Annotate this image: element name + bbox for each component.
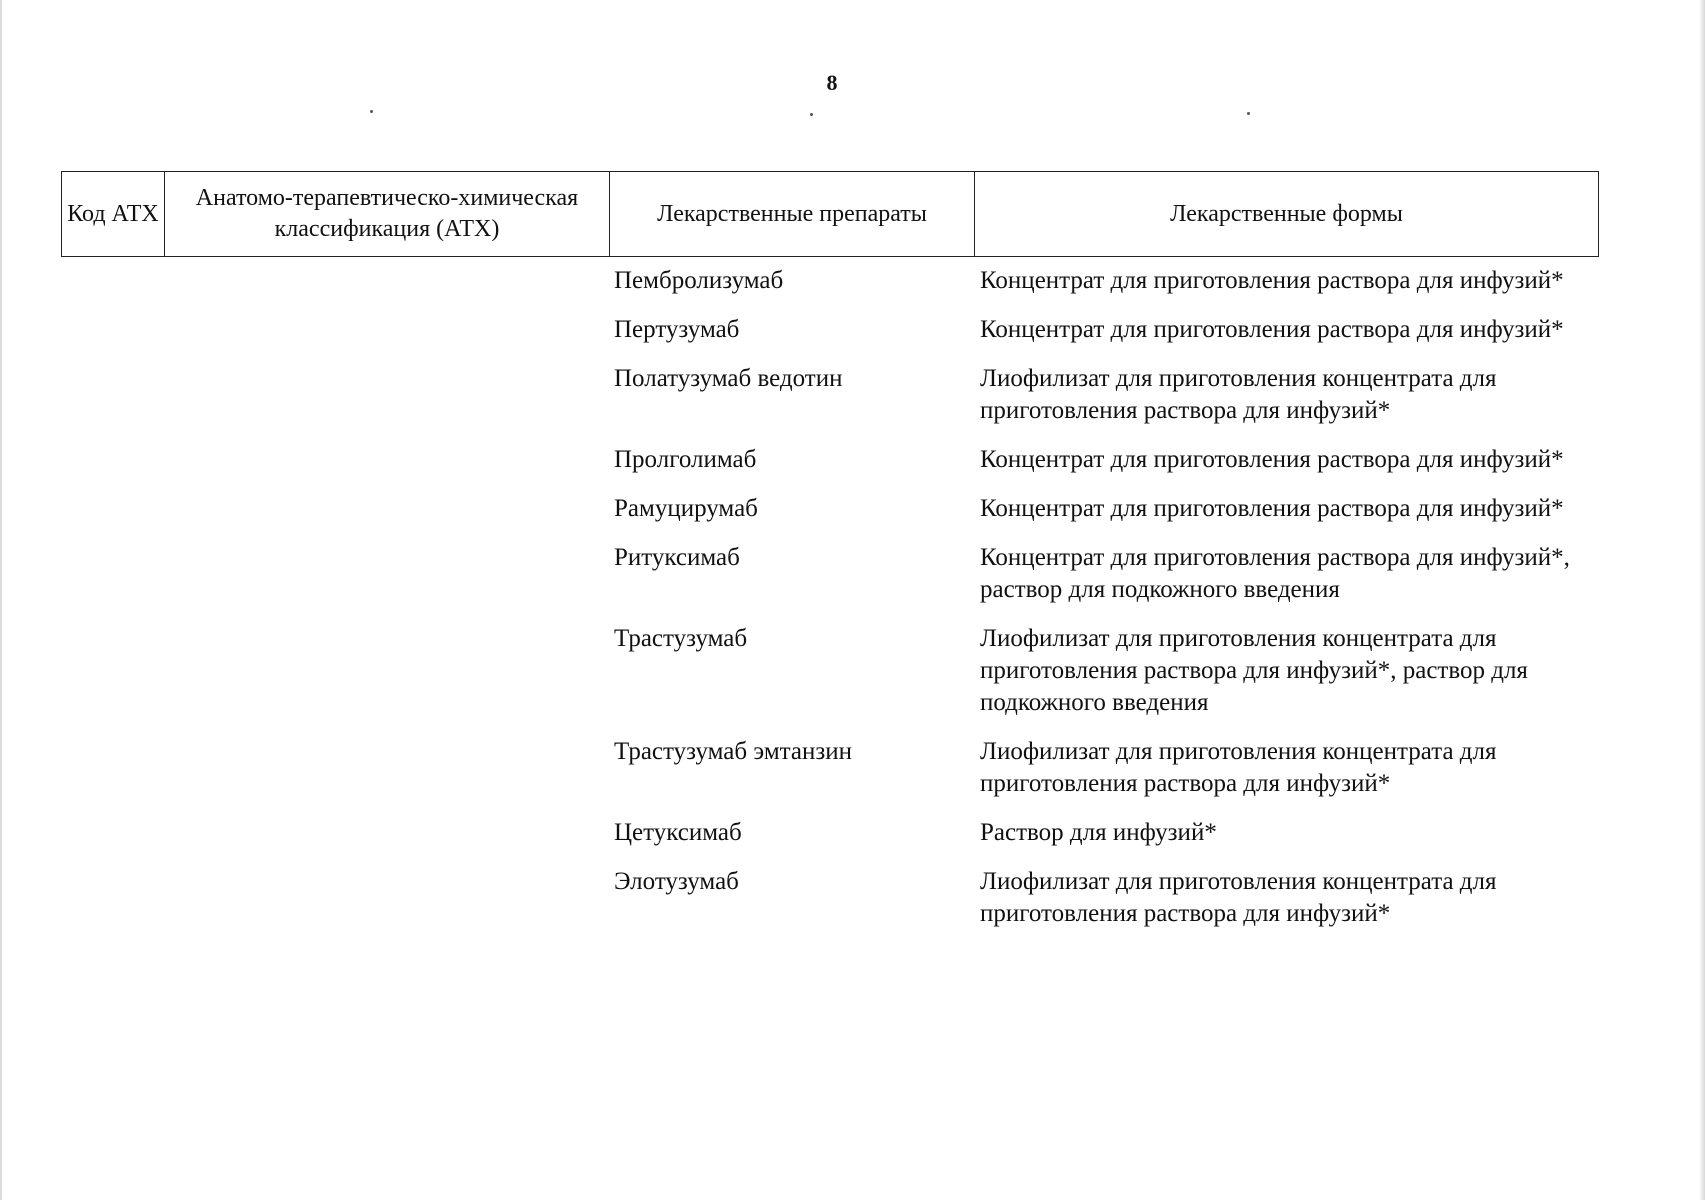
drug-name: Пембролизумаб — [614, 267, 784, 294]
table-row — [0, 866, 1705, 930]
table-row — [0, 363, 1705, 427]
scan-speck — [370, 110, 373, 113]
table-row — [0, 493, 1705, 525]
table-row — [0, 314, 1705, 346]
drug-name: Элотузумаб — [614, 868, 739, 895]
table-row — [0, 623, 1705, 719]
header-forms: Лекарственные формы — [975, 172, 1599, 257]
page-number: 8 — [826, 70, 838, 95]
dosage-form: Лиофилизат для приготовления концентрата для приготовления раствора для инфузий* — [980, 365, 1497, 424]
table-header — [61, 171, 1599, 257]
table-row — [0, 542, 1705, 606]
header-classification: Анатомо-терапевтическо-химическая классификация (АТХ) — [165, 172, 610, 257]
header-code: Код АТХ — [62, 172, 165, 257]
dosage-form: Лиофилизат для приготовления концентрата для приготовления раствора для инфузий* — [980, 738, 1497, 797]
drug-name: Рамуцирумаб — [614, 495, 758, 522]
drug-name: Цетуксимаб — [614, 819, 742, 846]
table-row — [0, 736, 1705, 800]
dosage-form: Концентрат для приготовления раствора для инфузий* — [980, 267, 1564, 294]
dosage-form: Концентрат для приготовления раствора для инфузий* — [980, 495, 1564, 522]
table-row — [0, 265, 1705, 297]
header-drugs: Лекарственные препараты — [610, 172, 975, 257]
drug-list — [0, 265, 1705, 947]
table-row — [0, 817, 1705, 849]
dosage-form: Концентрат для приготовления раствора для инфузий* — [980, 446, 1564, 473]
drug-name: Пертузумаб — [614, 316, 740, 343]
drug-name: Пролголимаб — [614, 446, 757, 473]
dosage-form: Раствор для инфузий* — [980, 819, 1217, 846]
scan-speck — [810, 113, 813, 116]
drug-name: Ритуксимаб — [614, 544, 740, 571]
table-row — [0, 444, 1705, 476]
scan-speck — [1247, 112, 1250, 115]
drug-name: Трастузумаб — [614, 625, 748, 652]
dosage-form: Лиофилизат для приготовления концентрата для приготовления раствора для инфузий* — [980, 868, 1497, 927]
dosage-form: Концентрат для приготовления раствора для инфузий*, раствор для подкожного введения — [980, 544, 1570, 603]
dosage-form: Лиофилизат для приготовления концентрата для приготовления раствора для инфузий*, раствор для подкожного введения — [980, 625, 1528, 716]
dosage-form: Концентрат для приготовления раствора для инфузий* — [980, 316, 1564, 343]
drug-name: Трастузумаб эмтанзин — [614, 738, 853, 765]
drug-name: Полатузумаб ведотин — [614, 365, 843, 392]
